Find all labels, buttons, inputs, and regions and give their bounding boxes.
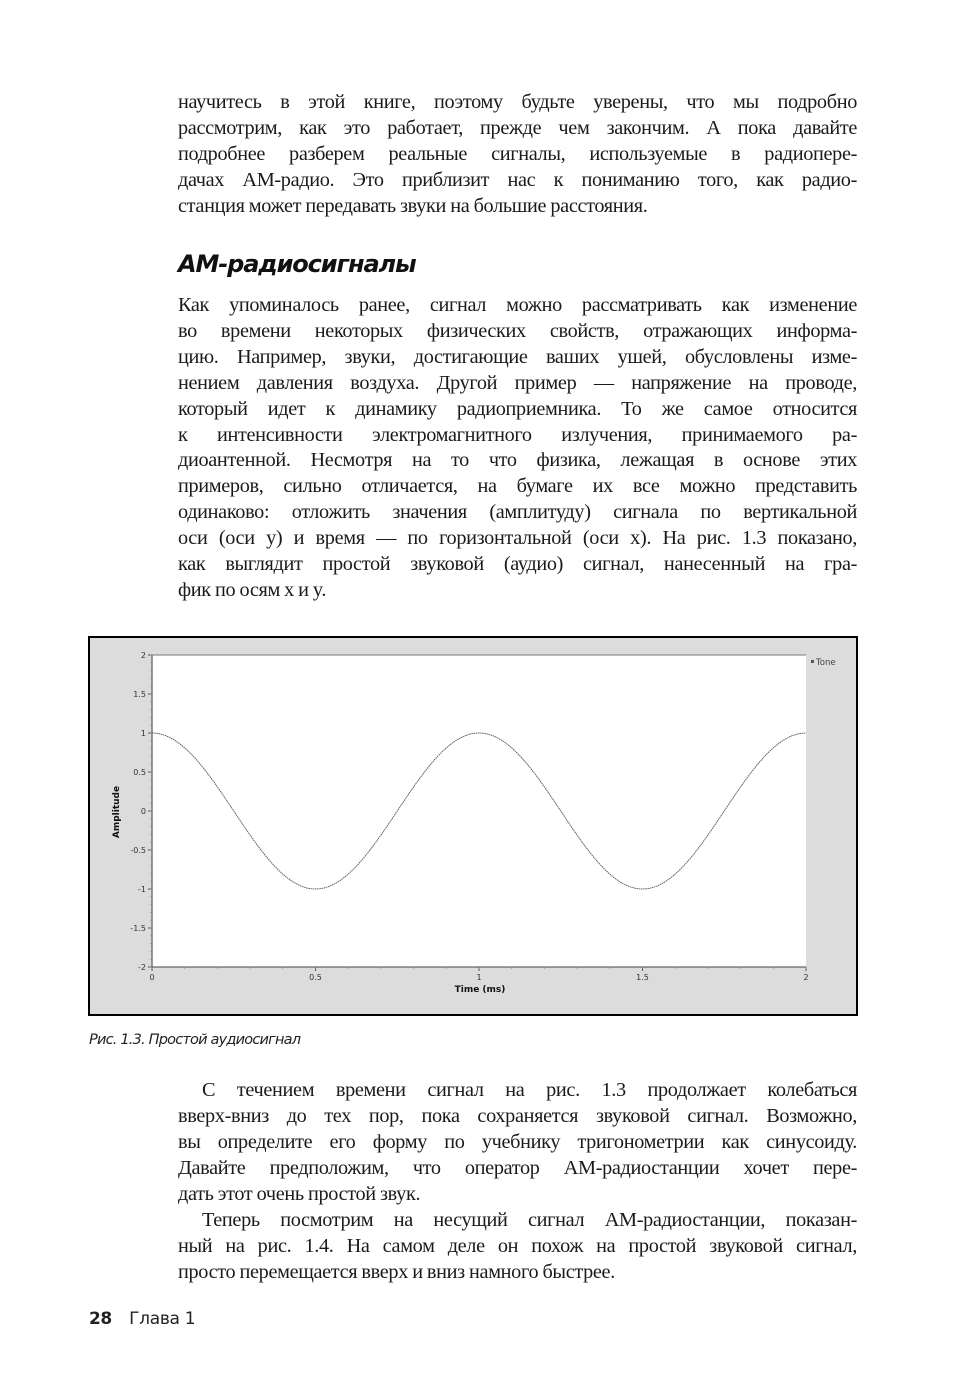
text-line: ный на рис. 1.4. На самом деле он похож на простой звуковой сигнал, — [178, 1234, 857, 1257]
x-tick-label: 2 — [803, 973, 809, 982]
chart-legend — [811, 658, 836, 668]
y-tick-label: -1.5 — [130, 924, 146, 933]
text-line: подробнее разберем реальные сигналы, используемые в радиопере- — [178, 142, 857, 165]
text-line: цию. Например, звуки, достигающие ваших ушей, обусловлены изме- — [178, 345, 857, 368]
paragraph-signal — [178, 293, 857, 604]
paragraph-intro — [178, 90, 857, 220]
text-line: одинаково: отложить значения (амплитуду) сигнала по вертикальной — [178, 501, 857, 524]
legend-label-tone: Tone — [816, 658, 836, 668]
text-line: Давайте предположим, что оператор АМ-радиостанции хочет пере- — [178, 1156, 857, 1179]
text-line: станция может передавать звуки на большие расстояния. — [178, 194, 648, 217]
text-line: дать этот очень простой звук. — [178, 1182, 421, 1205]
text-line: научитесь в этой книге, поэтому будьте уверены, что мы подробно — [178, 91, 857, 113]
legend-swatch — [811, 660, 814, 663]
y-tick-label: 1.5 — [133, 690, 146, 699]
y-tick-label: 0 — [140, 807, 146, 816]
text-line: нением давления воздуха. Другой пример — напряжение на проводе, — [178, 371, 857, 394]
chapter-label: Глава 1 — [129, 1309, 196, 1329]
x-tick-label: 0 — [149, 973, 155, 982]
text-line: оси (оси y) и время — по горизонтальной (оси x). На рис. 1.3 показано, — [178, 527, 857, 550]
y-tick-label: -0.5 — [130, 846, 146, 855]
section-heading: АМ-радиосигналы — [178, 250, 416, 278]
plot-area — [152, 655, 806, 967]
text-line: Теперь посмотрим на несущий сигнал АМ-радиостанции, показан- — [202, 1209, 857, 1231]
page-number: 28 — [89, 1309, 112, 1329]
x-tick-label: 0.5 — [309, 973, 322, 982]
text-line: фик по осям x и y. — [178, 578, 327, 601]
x-tick-label: 1.5 — [636, 973, 649, 982]
y-tick-label: -2 — [138, 963, 146, 972]
y-axis-ticks — [130, 651, 152, 972]
text-line: вверх-вниз до тех пор, пока сохраняется звуковой сигнал. Возможно, — [178, 1104, 857, 1127]
y-tick-label: -1 — [138, 885, 146, 894]
y-tick-label: 0.5 — [133, 768, 146, 777]
text-line: как выглядит простой звуковой (аудио) сигнал, нанесенный на гра- — [178, 553, 857, 576]
page-footer — [89, 1309, 195, 1329]
paragraph-after-figure-1 — [178, 1078, 857, 1208]
text-line: диоантенной. Несмотря на то что физика, лежащая в основе этих — [178, 449, 857, 472]
figure-audio-signal-chart — [88, 636, 858, 1016]
text-line: Как упоминалось ранее, сигнал можно рассматривать как изменение — [178, 294, 857, 316]
paragraph-after-figure-2 — [178, 1208, 857, 1286]
figure-caption: Рис. 1.3. Простой аудиосигнал — [89, 1032, 301, 1048]
text-line: во времени некоторых физических свойств, отражающих информа- — [178, 319, 857, 342]
y-tick-label: 1 — [140, 729, 146, 738]
text-line: просто перемещается вверх и вниз намного быстрее. — [178, 1260, 615, 1283]
text-line: дачах АМ-радио. Это приблизит нас к пониманию того, как радио- — [178, 168, 857, 191]
chart-canvas — [90, 638, 856, 1014]
text-line: вы определите его форму по учебнику тригонометрии как синусоиду. — [178, 1130, 857, 1153]
y-tick-label: 2 — [140, 651, 146, 660]
text-line: рассмотрим, как это работает, прежде чем закончим. А пока давайте — [178, 116, 857, 139]
y-axis-label: Amplitude — [112, 785, 122, 839]
x-axis-label: Time (ms) — [454, 985, 506, 995]
x-tick-label: 1 — [476, 973, 482, 982]
text-line: который идет к динамику радиоприемника. То же самое относится — [178, 397, 857, 420]
text-line: С течением времени сигнал на рис. 1.3 продолжает колебаться — [202, 1079, 857, 1101]
text-line: примеров, сильно отличается, на бумаге их все можно представить — [178, 475, 857, 498]
text-line: к интенсивности электромагнитного излучения, принимаемого ра- — [178, 423, 857, 446]
x-axis-ticks — [149, 967, 808, 982]
